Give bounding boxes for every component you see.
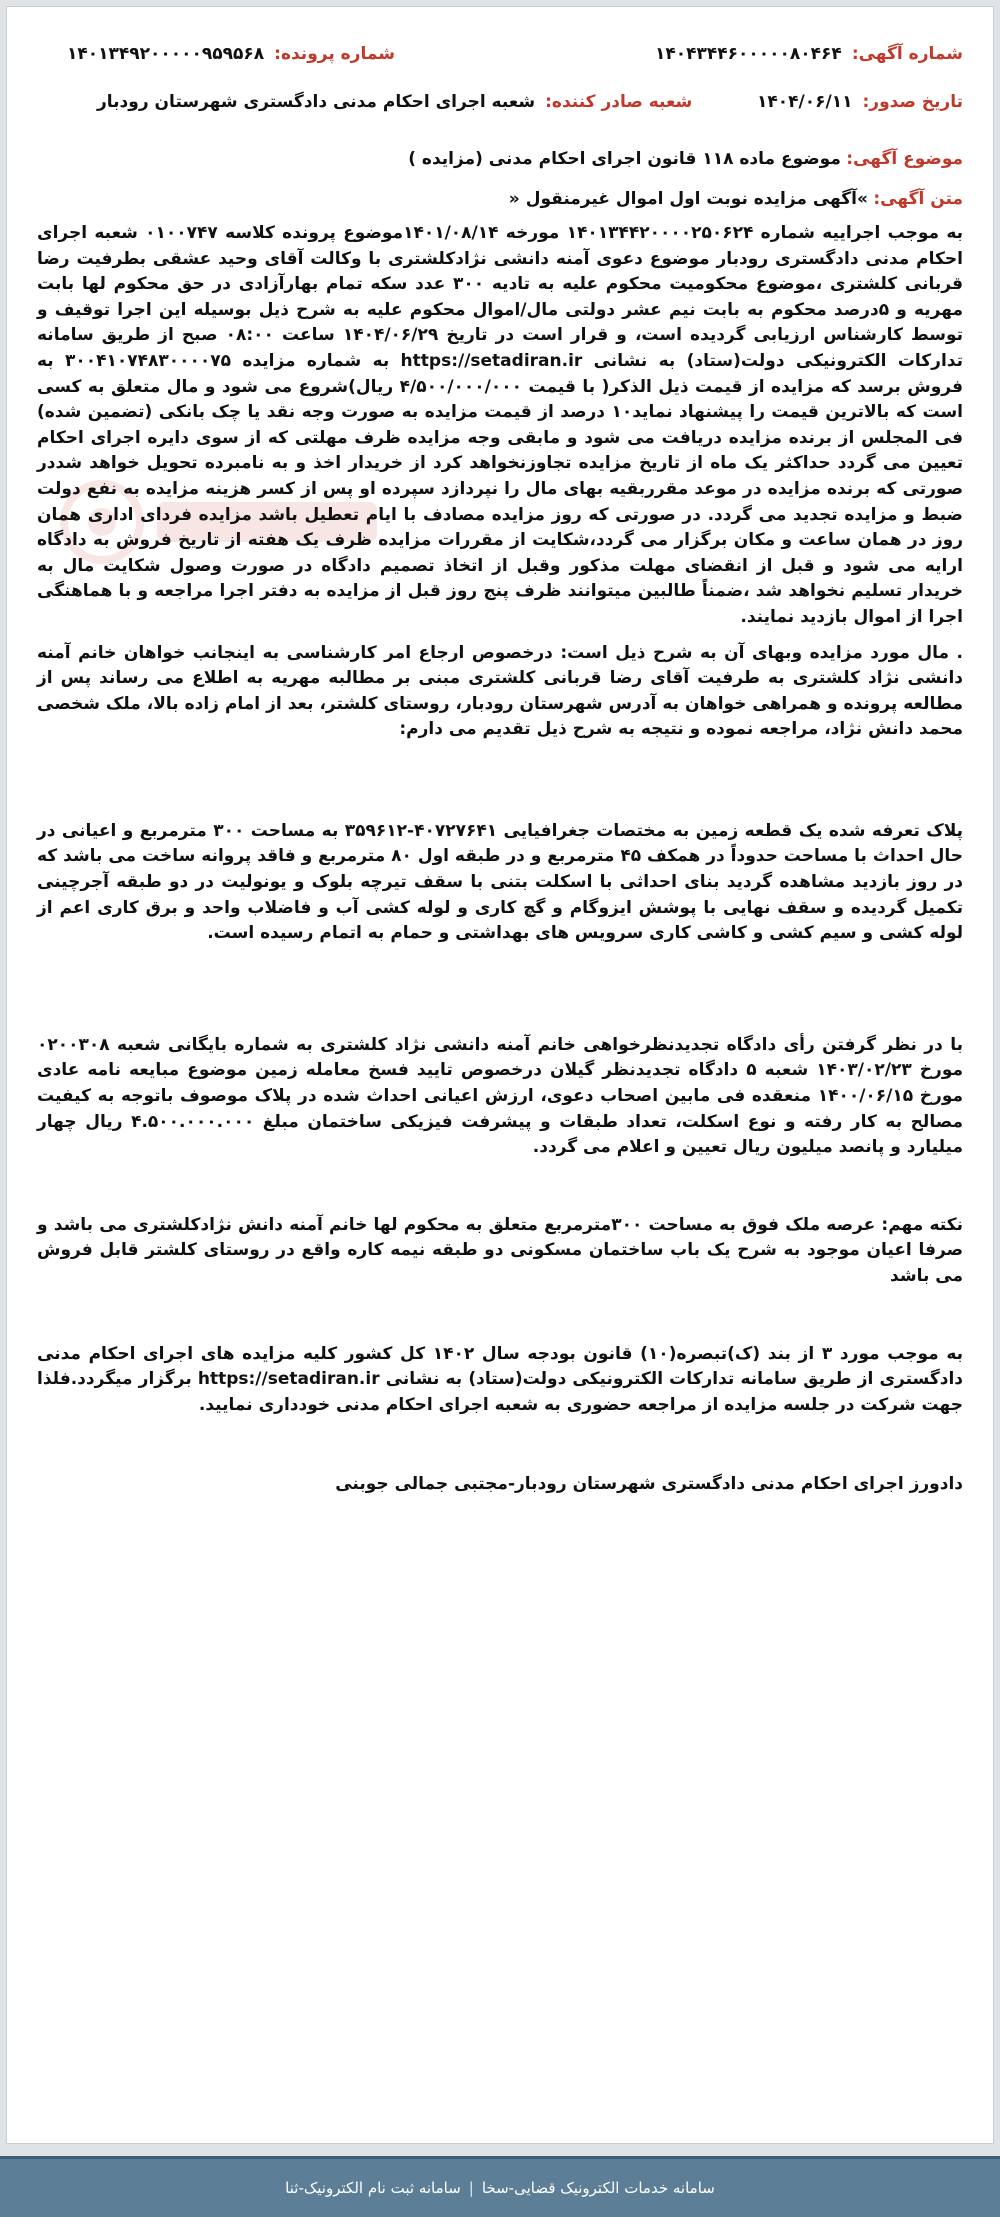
notice-subject — [37, 149, 963, 169]
case-number-label: شماره پرونده: — [274, 44, 395, 64]
signature: دادورز اجرای احکام مدنی دادگستری شهرستان رودبار-مجتبی جمالی جوبنی — [335, 1474, 963, 1495]
issue-date — [757, 92, 963, 112]
paragraph-valuation: با در نظر گرفتن رأی دادگاه تجدیدنظرخواهی خانم آمنه دانشی نژاد کلشتری به شماره بایگانی شعبه ۰۲۰۰۳۰۸ مورخ ۱۴۰۳/۰۲/۲۳ شعبه ۵ دادگاه تجدیدنظر گیلان درخصوص تایید فسخ معامله زمین موضوع مبایعه نامه عادی مورخ ۱۴۰۰/۰۶/۱۵ منعقده فی مابین اصحاب دعوی، ارزش اعیانی احداث شده در پلاک موصوف باتوجه به کیفیت مصالح به کار رفته و نوع اسکلت، تعداد طبقات و پیشرفت فیزیکی ساختمان مبلغ ۴.۵۰۰.۰۰۰.۰۰۰ ریال چهار میلیارد و پانصد میلیون ریال تعیین و اعلام می گردد. — [37, 1034, 964, 1158]
issuer — [97, 92, 692, 112]
case-number — [67, 44, 395, 64]
paragraph-budget-law: به موجب مورد ۳ از بند (ک)تبصره(۱۰) قانون بودجه سال ۱۴۰۲ کل کشور کلیه مزایده های اجرای احکام مدنی دادگستری از طریق سامانه تدارکات الکترونیکی دولت(ستاد) به نشانی https://setadiran.ir برگزار میگردد.فلذا جهت شرکت در جلسه مزایده از مراجعه حضوری به شعبه اجرای احکام مدنی خودداری نمایید. — [37, 1343, 964, 1415]
notice-content — [37, 37, 963, 1494]
paragraph-property: پلاک تعرفه شده یک قطعه زمین به مختصات جغرافیایی ۴۰۷۲۷۶۴۱-۳۵۹۶۱۲ به مساحت ۳۰۰ مترمربع و اعیانی در حال احداث با مساحت حدوداً در همکف ۴۵ مترمربع و در طبقه اول ۸۰ مترمربع و فاقد پروانه ساخت می باشد که در روز بازدید مشاهده گردید بنای احداثی با اسکلت بتنی با سقف تیرچه بلوک و یونولیت در دو طبقه آجرچینی تکمیل گردیده و سقف نهایی با پوشش ایزوگام و گچ کاری و لوله کشی آب و فاضلاب واحد و برق کاری اعم از لوله کشی و سیم کشی و کاشی کاری سرویس های بهداشتی و حمام به اتمام رسیده است. — [37, 820, 963, 944]
footer-separator: | — [468, 2179, 474, 2197]
issuer-label: شعبه صادر کننده: — [545, 92, 693, 112]
notice-sheet — [6, 6, 994, 2144]
topic-value: »آگهی مزایده نوبت اول اموال غیرمنقول « — [508, 189, 868, 209]
subject-value: موضوع ماده ۱۱۸ قانون اجرای احکام مدنی (مزایده ) — [408, 149, 841, 169]
ad-number-label: شماره آگهی: — [851, 44, 963, 64]
ad-number-value: ۱۴۰۴۳۴۴۶۰۰۰۰۰۸۰۴۶۴ — [655, 44, 842, 64]
issue-date-value: ۱۴۰۴/۰۶/۱۱ — [757, 92, 853, 112]
notice-topic — [37, 189, 963, 209]
paragraph-expert-report: . مال مورد مزایده وبهای آن به شرح ذیل است: درخصوص ارجاع امر کارشناسی به اینجانب خواهان خانم آمنه دانشی نژاد کلشتری به طرفیت آقای رضا قربانی کلشتری مبنی بر مطالبه مهریه به اطلاع می رساند پس از مطالعه پرونده و همراهی خواهان به آدرس شهرستان رودبار، روستای کلشتر، بعد از امام زاده بالا، ملک شخصی محمد دانش نژاد، مراجعه نموده و نتیجه به شرح ذیل تقدیم می دارم: — [37, 642, 963, 740]
issuer-value: شعبه اجرای احکام مدنی دادگستری شهرستان رودبار — [97, 92, 536, 112]
meta-row-2 — [37, 85, 963, 119]
footer-link-sana[interactable]: سامانه ثبت نام الکترونیک-ثنا — [285, 2179, 461, 2197]
meta-row-1 — [37, 37, 963, 71]
case-number-value: ۱۴۰۱۳۴۹۲۰۰۰۰۰۹۵۹۵۶۸ — [67, 44, 265, 64]
footer-link-sakha[interactable]: سامانه خدمات الکترونیک قضایی-سخا — [481, 2179, 715, 2197]
topic-label: متن آگهی: — [873, 189, 963, 209]
subject-label: موضوع آگهی: — [846, 149, 963, 169]
issue-date-label: تاریخ صدور: — [862, 92, 963, 112]
paragraph-important-note: نکته مهم: عرصه ملک فوق به مساحت ۳۰۰مترمربع متعلق به محکوم لها خانم آمنه دانش نژادکلشتری می باشد و صرفا اعیان موجود به شرح یک باب ساختمان مسکونی دو طبقه نیمه کاره واقع در روستای کلشتر قابل فروش می باشد — [37, 1214, 963, 1286]
paragraph-execution: به موجب اجراییه شماره ۱۴۰۱۳۴۴۲۰۰۰۰۲۵۰۶۲۴ مورخه ۱۴۰۱/۰۸/۱۴موضوع پرونده کلاسه ۰۱۰۰۷۴۷ شعبه اجرای احکام مدنی دادگستری رودبار موضوع دعوی آمنه دانشی نژادکلشتری با وکالت آقای وحید عشقی بطرفیت رضا قربانی کلشتری ،موضوع محکومیت محکوم علیه به تادیه ۳۰۰ عدد سکه تمام بهارآزادی در حق محکوم لها بابت مهریه و ۵درصد محکوم به بابت نیم عشر دولتی مال/اموال محکوم علیه به شرح ذیل بوسیله این اجرا توقیف و توسط کارشناس ارزیابی گردیده است، و قرار است در تاریخ ۱۴۰۴/۰۶/۲۹ ساعت ۰۸:۰۰ صبح از طریق سامانه تدارکات الکترونیکی دولت(ستاد) به نشانی https://setadiran.ir به شماره مزایده ۳۰۰۴۱۰۷۴۸۳۰۰۰۰۷۵ به فروش برسد که مزایده از قیمت ذیل الذکر( با قیمت ۴/۵۰۰/۰۰۰/۰۰۰ ریال)شروع می شود و مال متعلق به کسی است که بالاترین قیمت را پیشنهاد نماید۱۰ درصد از قیمت مزایده به صورت وجه نقد یا چک بانکی (تضمین شده) فی المجلس از برنده مزایده دریافت می شود و مابقی وجه مزایده ظرف مهلتی که از سوی دایره اجرای احکام تعیین می گردد حداکثر یک ماه از تاریخ مزایده تجاوزنخواهد کرد از خریدار اخذ و به نامبرده تحویل خواهد شددر صورتی که برنده مزایده در موعد مقرربقیه بهای مال را نپردازد سپرده او پس از کسر هزینه مزایده به نفع دولت ضبط و مزایده تجدید می گردد. در صورتی که روز مزایده مصادف با ایام تعطیل باشد مزایده فردای اداری همان روز در همان ساعت و مکان برگزار می گردد،شکایت از مقررات مزایده ظرف یک هفته از تاریخ فروش به دادگاه ارایه می شود و قبل از انقضای مهلت مذکور وقبل از اتخاذ تصمیم دادگاه در صورت وصول شکایت مال به خریدار تسلیم نخواهد شد ،ضمناً طالبین میتوانند ظرف پنج روز قبل از مزایده به دفتر اجرا مراجعه و با هماهنگی اجرا از اموال بازدید نمایند. — [37, 223, 964, 627]
ad-number — [655, 44, 963, 64]
footer-bar — [0, 2156, 1000, 2217]
